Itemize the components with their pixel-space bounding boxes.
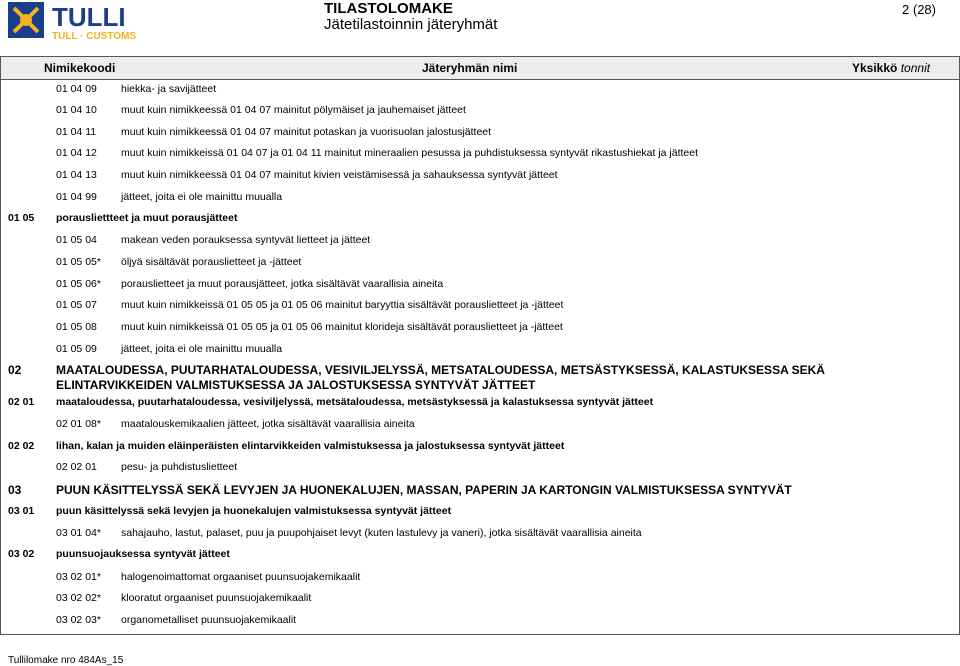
row-code: 01 04 11 bbox=[56, 126, 97, 138]
row-code: 01 05 07 bbox=[56, 299, 97, 311]
row-code: 02 02 bbox=[8, 440, 35, 452]
row-code: 01 04 10 bbox=[56, 104, 97, 116]
column-header bbox=[0, 56, 960, 80]
row-description: hiekka- ja savijätteet bbox=[121, 83, 217, 95]
row-description: muut kuin nimikkeissä 01 05 05 ja 01 05 06 mainitut klorideja sisältävät porauslietteet ja -jätteet bbox=[121, 321, 563, 333]
page-number: 2 (28) bbox=[902, 2, 936, 17]
row-code: 03 02 01* bbox=[56, 571, 101, 583]
row-code: 02 bbox=[8, 363, 22, 377]
col-unit-value: tonnit bbox=[900, 61, 931, 75]
row-description: organometalliset puunsuojakemikaalit bbox=[121, 614, 297, 626]
row-code: 01 05 08 bbox=[56, 321, 97, 333]
col-name-header: Jäteryhmän nimi bbox=[422, 61, 518, 75]
row-code: 01 05 06* bbox=[56, 278, 101, 290]
row-code: 01 04 99 bbox=[56, 191, 97, 203]
form-subtitle: Jätetilastoinnin jäteryhmät bbox=[324, 16, 498, 33]
row-code: 01 05 09 bbox=[56, 343, 97, 355]
tulli-logo bbox=[8, 2, 198, 42]
row-description: muut kuin nimikkeessä 01 04 07 mainitut kivien veistämisessä ja sahauksessa syntyvät jätteet bbox=[121, 169, 558, 181]
row-code: 01 04 13 bbox=[56, 169, 97, 181]
row-code: 01 05 04 bbox=[56, 234, 97, 246]
row-description: muut kuin nimikkeessä 01 04 07 mainitut pölymäiset ja jauhemaiset jätteet bbox=[121, 104, 466, 116]
row-description: halogenoimattomat orgaaniset puunsuojakemikaalit bbox=[121, 571, 361, 583]
row-code: 01 04 09 bbox=[56, 83, 97, 95]
row-code: 03 bbox=[8, 483, 22, 497]
row-code: 03 01 04* bbox=[56, 527, 101, 539]
row-code: 01 04 12 bbox=[56, 147, 97, 159]
logo-subtext: TULL · CUSTOMS bbox=[52, 31, 137, 42]
row-description: lihan, kalan ja muiden eläinperäisten elintarvikkeiden valmistuksessa ja jalostuksessa syntyvät jätteet bbox=[56, 440, 565, 452]
col-code-header: Nimikekoodi bbox=[44, 61, 116, 75]
row-description: puunsuojauksessa syntyvät jätteet bbox=[56, 548, 230, 560]
row-code: 01 05 05* bbox=[56, 256, 101, 268]
row-description: jätteet, joita ei ole mainittu muualla bbox=[121, 343, 283, 355]
row-description: pesu- ja puhdistuslietteet bbox=[121, 461, 238, 473]
row-code: 01 05 bbox=[8, 212, 35, 224]
row-code: 02 01 bbox=[8, 396, 35, 408]
row-description: puun käsittelyssä sekä levyjen ja huonekalujen valmistuksessa syntyvät jätteet bbox=[56, 505, 452, 517]
row-description: sahajauho, lastut, palaset, puu ja puupohjaiset levyt (kuten lastulevy ja vaneri), jotka sisältävät vaarallisia aineita bbox=[121, 527, 642, 539]
row-description: jätteet, joita ei ole mainittu muualla bbox=[121, 191, 283, 203]
form-title: TILASTOLOMAKE bbox=[324, 0, 453, 17]
row-description: porausliettteet ja muut porausjätteet bbox=[56, 212, 238, 224]
row-code: 02 01 08* bbox=[56, 418, 101, 430]
row-description: makean veden porauksessa syntyvät lietteet ja jätteet bbox=[121, 234, 371, 246]
row-description: maataloudessa, puutarhataloudessa, vesiviljelyssä, metsätaloudessa, metsästyksessä ja kalastuksessa syntyvät jätteet bbox=[56, 396, 654, 408]
row-code: 02 02 01 bbox=[56, 461, 97, 473]
row-code: 03 02 bbox=[8, 548, 35, 560]
row-description: MAATALOUDESSA, PUUTARHATALOUDESSA, VESIVILJELYSSÄ, METSATALOUDESSA, METSÄSTYKSESSÄ, KALASTUKSESSA SEKÄ ELINTARVIKKEIDEN VALMISTUKSESSA JA JALOSTUKSESSA SYNTYVÄT JÄTTEET bbox=[56, 363, 825, 392]
row-description: porauslietteet ja muut porausjätteet, jotka sisältävät vaarallisia aineita bbox=[121, 278, 444, 290]
row-description: klooratut orgaaniset puunsuojakemikaalit bbox=[121, 592, 312, 604]
row-code: 03 02 03* bbox=[56, 614, 101, 626]
form-number: Tullilomake nro 484As_15 bbox=[8, 655, 124, 666]
row-description: maatalouskemikaalien jätteet, jotka sisältävät vaarallisia aineita bbox=[121, 418, 415, 430]
row-description: muut kuin nimikkeissä 01 04 07 ja 01 04 11 mainitut mineraalien pesussa ja puhdistuksessa syntyvät rikastushiekat ja jätteet bbox=[121, 147, 699, 159]
row-description: muut kuin nimikkeessä 01 04 07 mainitut potaskan ja vuorisuolan jalostusjätteet bbox=[121, 126, 492, 138]
col-unit-label: Yksikkö bbox=[852, 61, 898, 75]
row-description: öljyä sisältävät porauslietteet ja -jätteet bbox=[121, 256, 302, 268]
row-description: PUUN KÄSITTELYSSÄ SEKÄ LEVYJEN JA HUONEKALUJEN, MASSAN, PAPERIN JA KARTONGIN VALMISTUKSESSA SYNTYVÄT bbox=[56, 483, 792, 497]
row-code: 03 01 bbox=[8, 505, 35, 517]
logo-text: TULLI bbox=[52, 2, 126, 32]
row-description: muut kuin nimikkeissä 01 05 05 ja 01 05 06 mainitut baryyttia sisältävät porauslietteet ja -jätteet bbox=[121, 299, 564, 311]
col-unit-header bbox=[852, 61, 930, 75]
page-header bbox=[0, 0, 960, 48]
row-code: 03 02 02* bbox=[56, 592, 101, 604]
